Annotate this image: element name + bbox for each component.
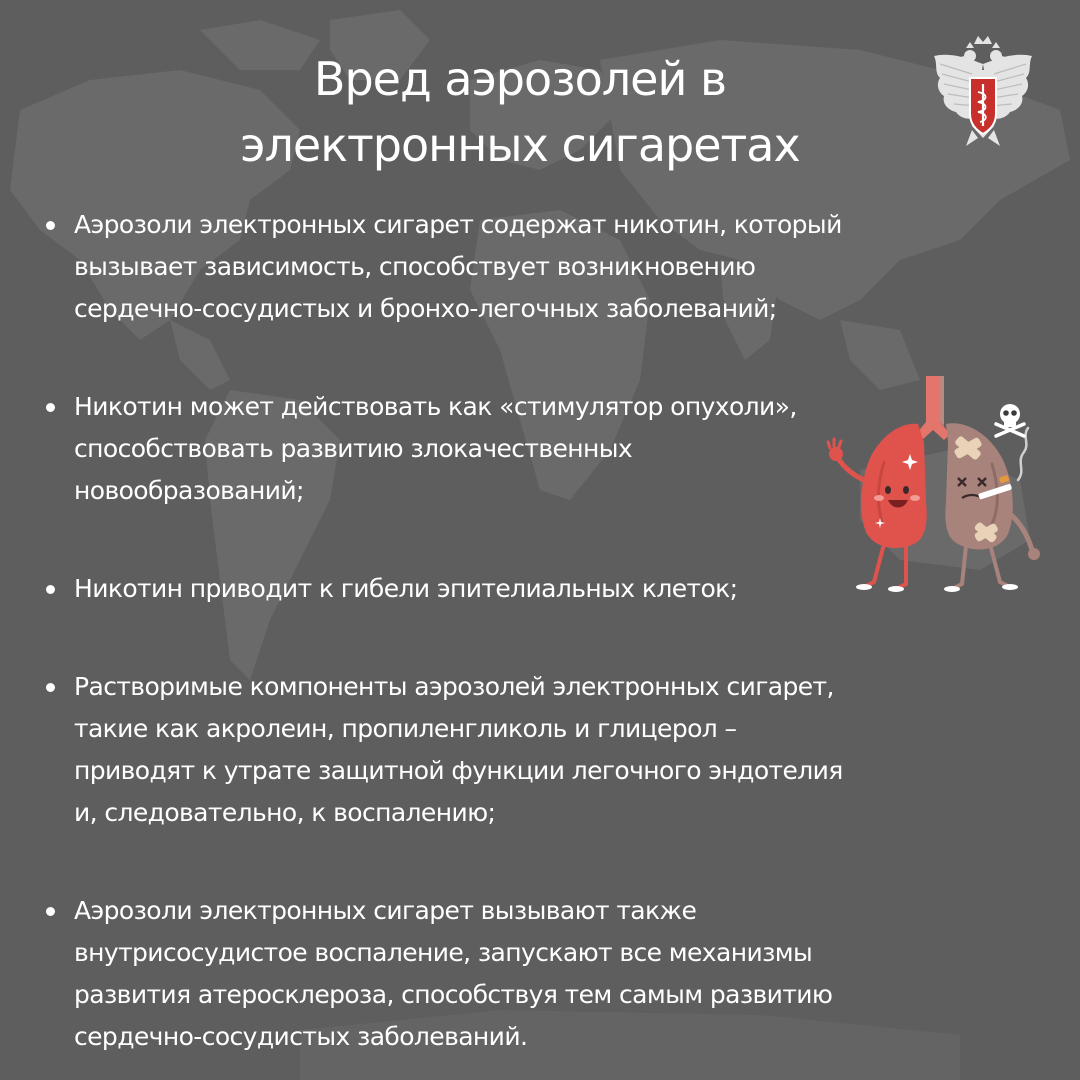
title-line-1: Вред аэрозолей в bbox=[313, 52, 727, 106]
bullet-line: вызывает зависимость, способствует возникновению bbox=[74, 252, 756, 281]
bullet-item-1 bbox=[40, 204, 955, 330]
title-line-2: электронных сигаретах bbox=[240, 118, 800, 172]
bullet-item-2 bbox=[40, 386, 955, 512]
bullet-list bbox=[40, 204, 955, 1080]
bullet-line: развития атеросклероза, способствуя тем самым развитию bbox=[74, 980, 833, 1009]
bullet-line: сердечно-сосудистых заболеваний. bbox=[74, 1022, 528, 1051]
bullet-text bbox=[74, 204, 955, 330]
bullet-line: новообразований; bbox=[74, 476, 304, 505]
bullet-item-5 bbox=[40, 890, 955, 1058]
bullet-dot bbox=[46, 221, 55, 230]
bullet-item-3 bbox=[40, 568, 955, 610]
bullet-line: сердечно-сосудистых и бронхо-легочных заболеваний; bbox=[74, 294, 777, 323]
bullet-dot bbox=[46, 403, 55, 412]
page-title bbox=[120, 46, 920, 178]
bullet-line: Никотин приводит к гибели эпителиальных клеток; bbox=[74, 574, 738, 603]
bullet-line: Аэрозоли электронных сигарет вызывают также bbox=[74, 896, 697, 925]
bullet-item-4 bbox=[40, 666, 955, 834]
bullet-line: Растворимые компоненты аэрозолей электронных сигарет, bbox=[74, 672, 834, 701]
bullet-line: Аэрозоли электронных сигарет содержат никотин, который bbox=[74, 210, 842, 239]
bullet-line: Никотин может действовать как «стимулятор опухоли», bbox=[74, 392, 797, 421]
bullet-line: и, следовательно, к воспалению; bbox=[74, 798, 496, 827]
bullet-dot bbox=[46, 907, 55, 916]
bullet-line: внутрисосудистое воспаление, запускают все механизмы bbox=[74, 938, 813, 967]
bullet-dot bbox=[46, 585, 55, 594]
bullet-text bbox=[74, 890, 955, 1058]
healthy-and-smoker-lungs-icon bbox=[822, 372, 1052, 594]
bullet-line: приводят к утрате защитной функции легочного эндотелия bbox=[74, 756, 843, 785]
bullet-line: такие как акролеин, пропиленгликоль и глицерол – bbox=[74, 714, 737, 743]
bullet-dot bbox=[46, 683, 55, 692]
bullet-line: способствовать развитию злокачественных bbox=[74, 434, 633, 463]
double-headed-eagle-emblem-icon bbox=[928, 34, 1038, 150]
bullet-text bbox=[74, 666, 955, 834]
